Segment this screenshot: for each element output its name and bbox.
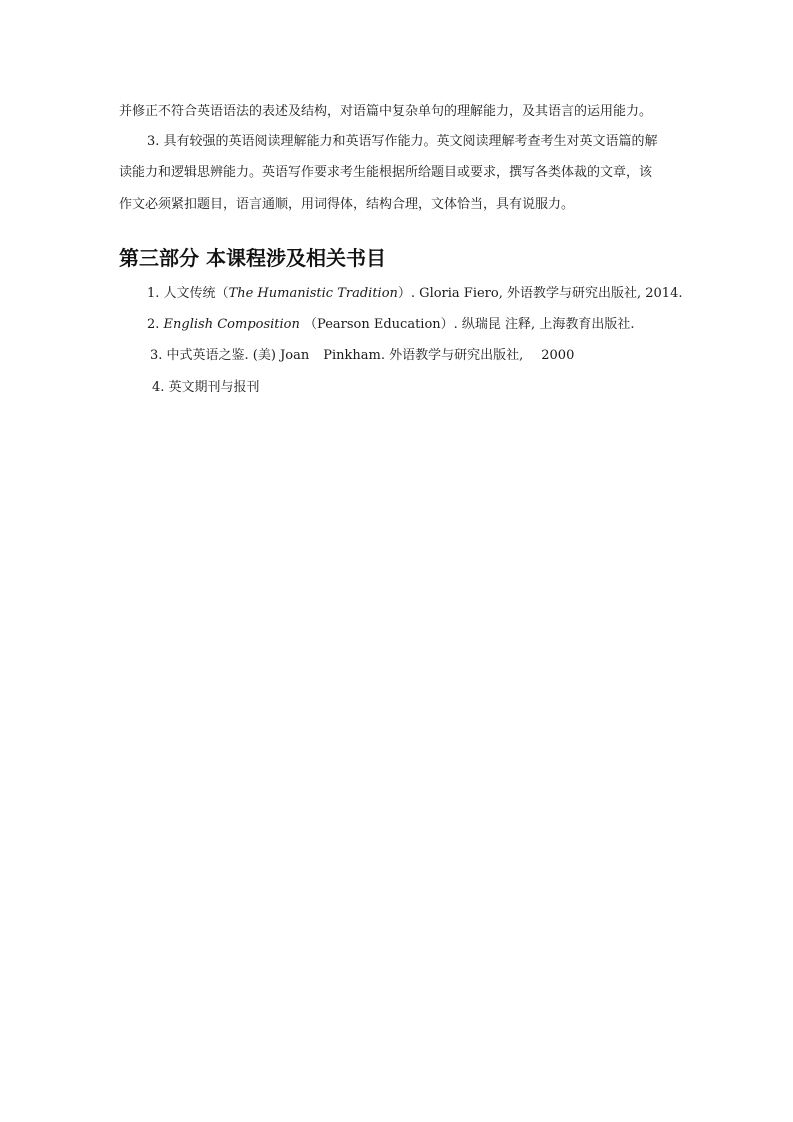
reference-title: English Composition (163, 317, 300, 332)
reference-title: The Humanistic Tradition (228, 286, 398, 301)
paragraph-line: 3. 具有较强的英语阅读理解能力和英语写作能力。英文阅读理解考查考生对英文语篇的解 (147, 134, 658, 149)
reference-text: 2000 (541, 348, 575, 363)
reference-item (152, 379, 260, 397)
reference-text: 人文传统（ (163, 286, 229, 301)
reference-number: 2. (147, 317, 160, 332)
paragraph-line: 并修正不符合英语语法的表述及结构，对语篇中复杂单句的理解能力，及其语言的运用能力。 (119, 104, 653, 119)
reference-text: ）. Gloria Fiero, 外语教学与研究出版社, 2014. (397, 286, 683, 301)
section-title: 第三部分 本课程涉及相关书目 (119, 246, 386, 270)
reference-text: （Pearson Education）. 纵瑞昆 注释, 上海教育出版社. (304, 317, 635, 332)
reference-item (150, 347, 574, 365)
reference-item (147, 316, 634, 334)
reference-number: 1. (147, 286, 160, 301)
paragraph-line: 读能力和逻辑思辨能力。英语写作要求考生能根据所给题目或要求，撰写各类体裁的文章，该 (119, 165, 653, 180)
reference-item (147, 285, 682, 303)
reference-text: Pinkham. 外语教学与研究出版社, (323, 348, 524, 363)
reference-text: 3. 中式英语之鉴. (美) Joan (150, 348, 310, 363)
reference-text: 4. 英文期刊与报刊 (152, 380, 260, 395)
paragraph-line: 作文必须紧扣题目，语言通顺，用词得体，结构合理，文体恰当，具有说服力。 (119, 197, 575, 212)
